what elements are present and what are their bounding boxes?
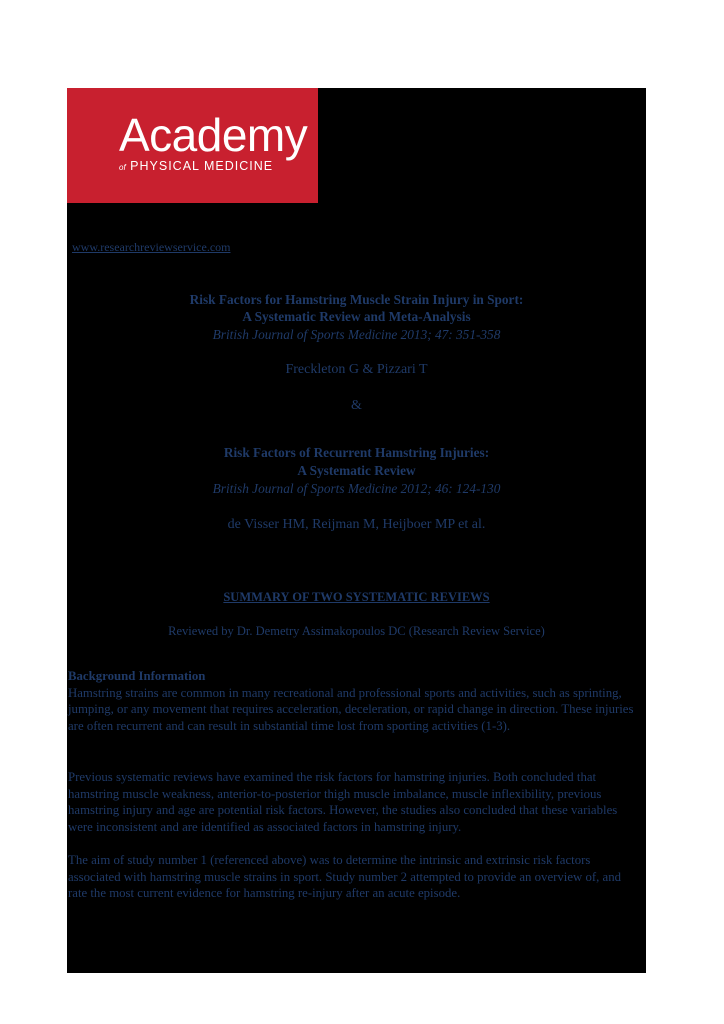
study1-title-line1: Risk Factors for Hamstring Muscle Strain Injury in Sport:: [189, 292, 524, 307]
ampersand: &: [351, 398, 362, 413]
study2-title-line1: Risk Factors of Recurrent Hamstring Injuries:: [223, 445, 490, 460]
summary-heading: SUMMARY OF TWO SYSTEMATIC REVIEWS: [223, 590, 490, 604]
study2-title-line2: A Systematic Review: [297, 463, 416, 478]
reviewed-by: Reviewed by Dr. Demetry Assimakopoulos DC (Research Review Service): [168, 624, 545, 638]
background-paragraph-2-block: [68, 769, 643, 835]
background-paragraph-3: The aim of study number 1 (referenced above) was to determine the intrinsic and extrinsic risk factors associated with hamstring muscle strains in sport. Study number 2 attempted to provide an overview of, and rate the most current evidence for hamstring re-injury after an acute episode.: [68, 853, 621, 900]
study2-authors: de Visser HM, Reijman M, Heijboer MP et al.: [227, 517, 486, 532]
background-paragraph-3-block: [68, 852, 643, 902]
background-paragraph-1: Hamstring strains are common in many recreational and professional sports and activities, such as sprinting, jumping, or any movement that requires acceleration, deceleration, or rapid change in direction. These injuries are often recurrent and can result in substantial time lost from sporting activities (1-3).: [68, 685, 634, 733]
academy-logo: [67, 88, 318, 203]
website-link[interactable]: www.researchreviewservice.com: [72, 240, 231, 254]
study1-title-line2: A Systematic Review and Meta-Analysis: [242, 309, 471, 324]
background-heading: Background Information: [68, 669, 206, 683]
logo-wordmark: Academy: [119, 109, 308, 161]
study1-authors: Freckleton G & Pizzari T: [285, 362, 428, 377]
logo-subtitle-text: PHYSICAL MEDICINE: [130, 159, 274, 173]
logo-subtitle: [119, 159, 273, 175]
logo-subtitle-prefix: of: [119, 163, 126, 172]
study1-journal: British Journal of Sports Medicine 2013; 47: 351-358: [212, 327, 501, 342]
background-section: [68, 668, 643, 734]
background-paragraph-2: Previous systematic reviews have examined the risk factors for hamstring injuries. Both concluded that hamstring muscle weakness, anterior-to-posterior thigh muscle imbalance, muscle inflexibility, previous hamstring injury and age are potential risk factors. However, the studies also concluded that these variables were inconsistent and are identified as associated factors in hamstring injury.: [68, 770, 618, 834]
study2-journal: British Journal of Sports Medicine 2012; 46: 124-130: [212, 481, 501, 496]
document-page: [67, 88, 646, 973]
